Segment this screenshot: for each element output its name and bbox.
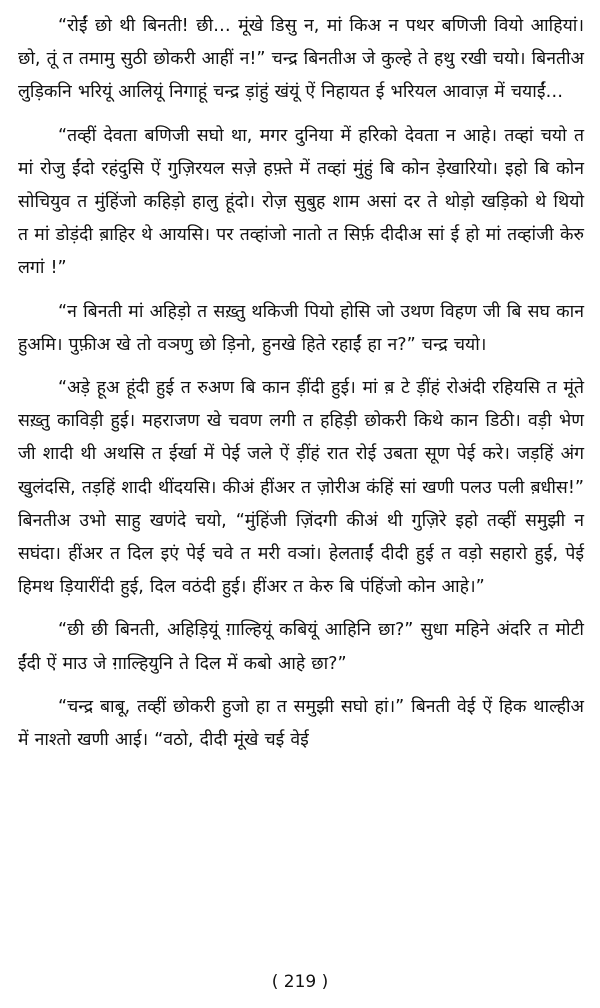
page-body <box>18 10 584 757</box>
paragraph-4: “अड़े हूअ हूंदी हुई त रुअण बि कान ड़ींदी हुई। मां ब़ टे ड़ींहं रोअंदी रहियसि त मूंते सख़्तु काविड़ी हुई। महराजण खे चवण लगी त हहिड़ी छोकरी किथे कान डिठी। वड़ी भेण जी शादी थी अथसि त ईर्खा में पेई जले ऐं ड़ींहं रात रोई उबता सूण पेई करे। जड़हिं अंग खुलंदसि, तड़हिं शादी थींदयसि। कीअं हींअर त ज़ोरीअ कंहिं सां खणी पलउ पली ब़धीस!” बिनतीअ उभो साहु खणंदे चयो, “मुंहिंजी ज़िंदगी कीअं थी गुज़िरे इहो तव्हीं समुझी न सघंदा। हींअर त दिल इएं पेई चवे त मरी वञां। हेलताईं दीदी हुई त वड़ो सहारो हुई, पेई हिमथ ड़ियारींदी हुई, दिल वठंदी हुई। हींअर त केरु बि पंहिंजो कोन आहे।” <box>18 378 584 598</box>
paragraph-1: “रोईं छो थी बिनती! छी… मूंखे डिसु न, मां किअ न पथर बणिजी वियो आहियां। छो, तूं त तमामु सुठी छोकरी आहीं न!” चन्द्र बिनतीअ जे कुल्हे ते हथु रखी चयो। बिनतीअ लुड़िकनि भरियूं आलियूं निगाहूं चन्द्र ड़ांहुं खंयूं ऐं निहायत ई भरियल आवाज़ में चयाईं… <box>18 16 584 103</box>
paragraph-6: “चन्द्र बाबू, तव्हीं छोकरी हुजो हा त समुझी सघो हां।” बिनती वेई ऐं हिक थाल्हीअ में नाश्तो खणी आई। “वठो, दीदी मूंखे चई वेई <box>18 696 584 751</box>
paragraph-3: “न बिनती मां अहिड़ो त सख़्तु थकिजी पियो होसि जो उथण विहण जी बि सघ कान हुअमि। पुफ़ीअ खे तो वञणु छो ड़िनो, हुनखे हिते रहाईं हा न?” चन्द्र चयो। <box>18 301 584 355</box>
paragraph-2: “तव्हीं देवता बणिजी सघो था, मगर दुनिया में हरिको देवता न आहे। तव्हां चयो त मां रोजु ईंदो रहंदुसि ऐं गुज़िरयल सज़े हफ़्ते में तव्हां मुंहुं बि कोन ड़ेखारियो। इहो बि कोन सोचियुव त मुंहिंजो कहिड़ो हालु हूंदो। रोज़ सुबुह शाम असां दर ते थोड़ो खड़िको थे थियो त मां डोड़ंदी ब़ाहिर थे आयसि। पर तव्हांजो नातो त सिर्फ़ दीदीअ सां ई हो मां तव्हांजी केरु लगां !” <box>18 125 584 279</box>
page-number: ( 219 ) <box>271 972 329 992</box>
paragraph-5: “छी छी बिनती, अहिड़ियूं ग़ाल्हियूं कबियूं आहिनि छा?” सुधा महिने अंदरि त मोटी ईंदी ऐं माउ जे ग़ाल्हियुनि ते दिल में कबो आहे छा?” <box>18 620 584 674</box>
